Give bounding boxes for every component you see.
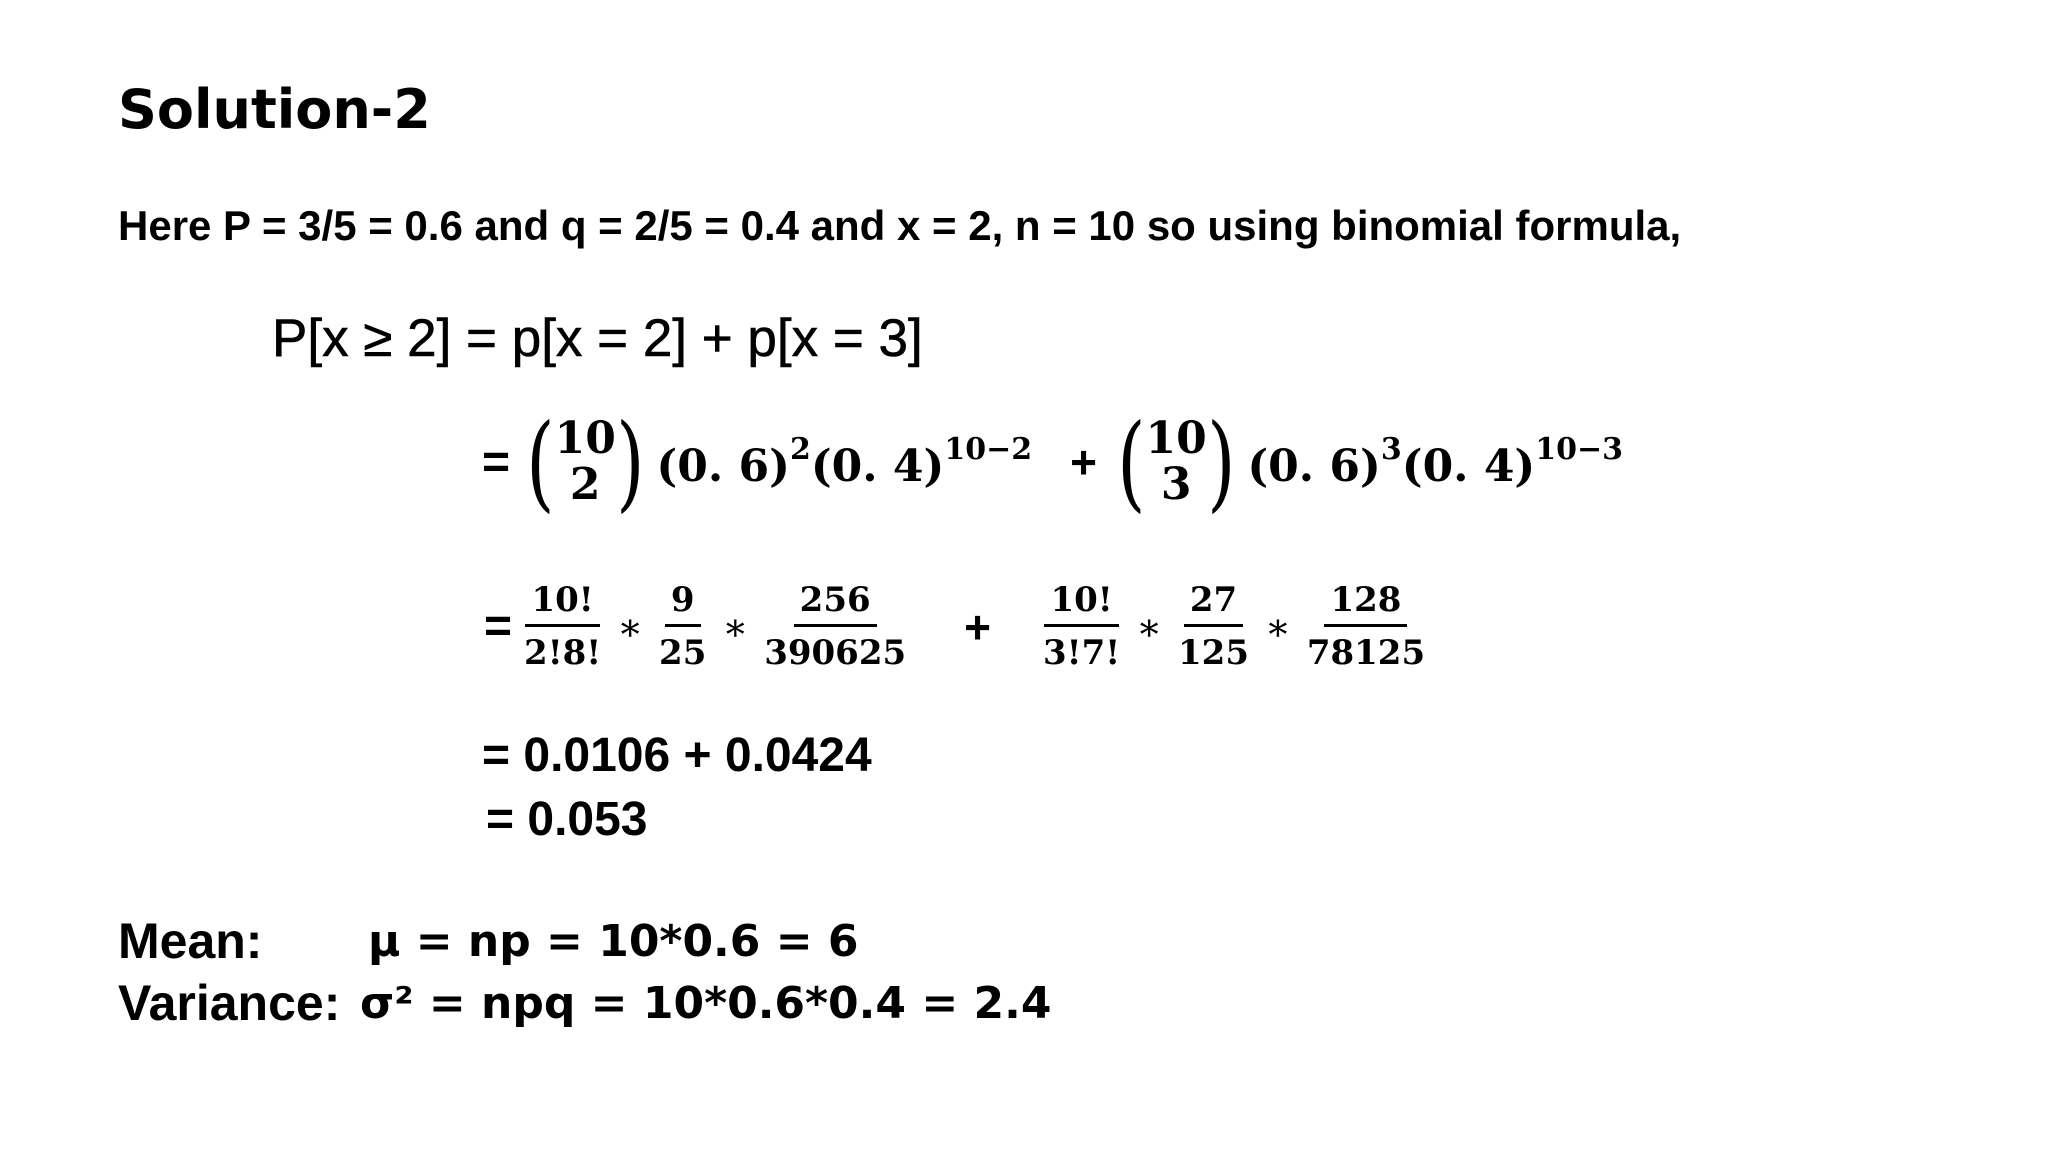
mean-formula: μ = np = 10*0.6 = 6 [368, 916, 859, 967]
power-term-2: (0. 6)$^3$(0. 4)$^{10-3}$ [1247, 432, 1624, 492]
variance-label: Variance: [118, 975, 341, 1031]
equals-sign: = [484, 600, 513, 653]
mean-label: Mean: [118, 913, 263, 969]
binom2-bottom: 3 [1160, 459, 1192, 510]
binomial-coefficient-1: ( 10 2 ) [526, 401, 645, 523]
intro-text: Here P = 3/5 = 0.6 and q = 2/5 = 0.4 and x = 2, n = 10 so using binomial formula, [118, 202, 1682, 249]
binom2-top: 10 [1145, 412, 1207, 464]
fraction-3: $\frac{256}{390625}$ [764, 580, 907, 673]
variance-formula: σ² = npq = 10*0.6*0.4 = 2.4 [360, 978, 1052, 1029]
sum-result: = 0.0106 + 0.0424 [482, 729, 872, 782]
binomial-expansion-row [482, 401, 1624, 523]
fraction-4: $\frac{10!}{3!7!}$ [1043, 580, 1121, 673]
plus-sign: + [964, 600, 992, 653]
binom1-top: 10 [554, 412, 616, 464]
fraction-row [484, 580, 1437, 673]
binomial-coefficient-2: ( 10 3 ) [1117, 401, 1236, 523]
plus-sign: + [1070, 436, 1097, 488]
binom1-bottom: 2 [569, 459, 601, 510]
multiply-sign: ∗ [722, 604, 749, 649]
power-term-1: (0. 6)$^2$(0. 4)$^{10-2}$ [656, 432, 1033, 492]
final-result: = 0.053 [486, 793, 648, 846]
probability-statement: P[x ≥ 2] = p[x = 2] + p[x = 3] [272, 309, 923, 368]
fraction-5: $\frac{27}{125}$ [1178, 580, 1249, 673]
multiply-sign: ∗ [617, 604, 644, 649]
multiply-sign: ∗ [1136, 604, 1163, 649]
fraction-6: $\frac{128}{78125}$ [1306, 580, 1426, 673]
equals-sign: = [482, 435, 511, 489]
multiply-sign: ∗ [1265, 604, 1291, 649]
fraction-1: $\frac{10!}{2!8!}$ [524, 580, 602, 673]
page-title: Solution-2 [118, 78, 431, 141]
fraction-2: $\frac{9}{25}$ [659, 580, 707, 673]
